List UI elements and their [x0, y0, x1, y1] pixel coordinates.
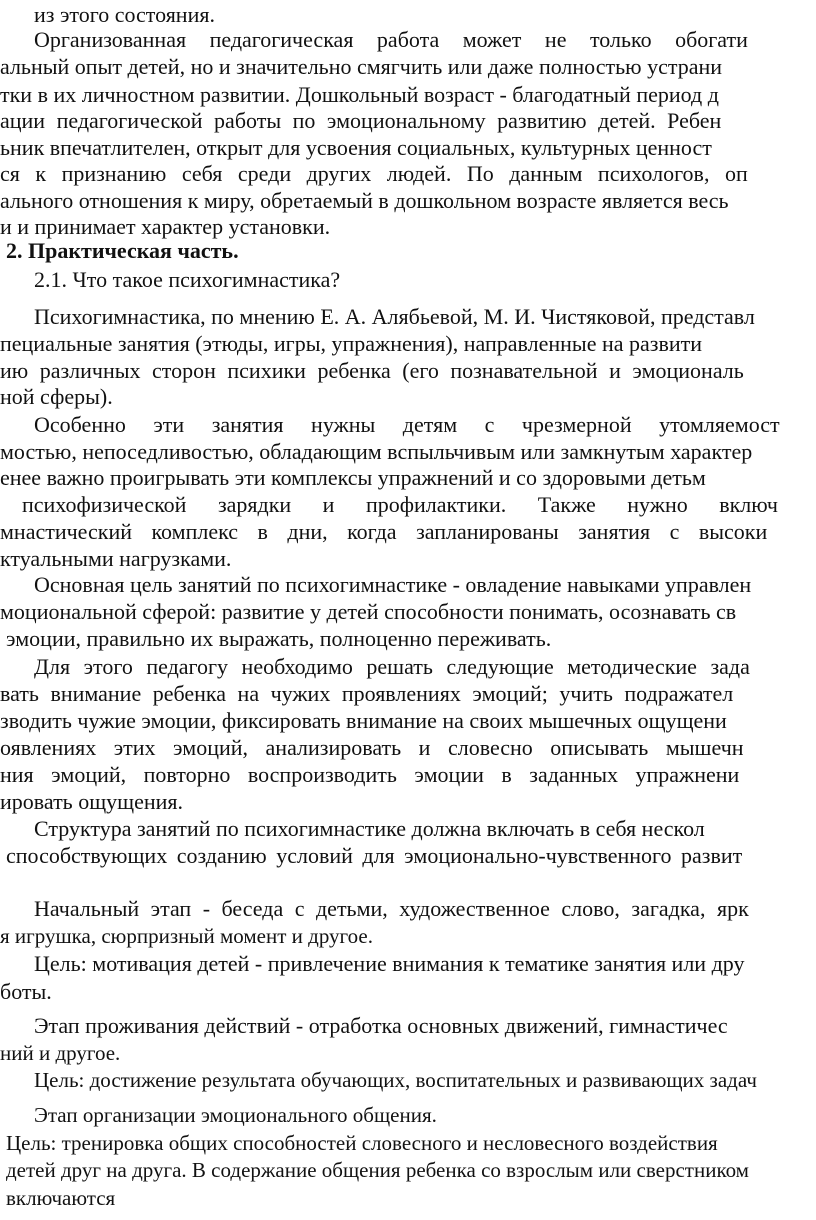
text-line: вать внимание ребенка на чужих проявлениях эмоций; учить подражател — [0, 681, 734, 706]
text-line: мостью, непоседливостью, обладающим вспыльчивым или замкнутым характер — [0, 439, 753, 464]
text-line: Структура занятий по психогимнастике должна включать в себя нескол — [34, 816, 705, 841]
text-line: боты. — [0, 979, 52, 1004]
text-line: моциональной сферой: развитие у детей способности понимать, осознавать св — [0, 599, 737, 624]
text-line: Начальный этап - беседа с детьми, художественное слово, загадка, ярк — [34, 896, 749, 921]
text-line: зводить чужие эмоции, фиксировать внимание на своих мышечных ощущени — [0, 708, 727, 733]
text-line: Цель: мотивация детей - привлечение внимания к тематике занятия или дру — [34, 951, 745, 976]
text-line: ию различных сторон психики ребенка (его познавательной и эмоциональ — [0, 358, 744, 383]
text-line: Этап организации эмоционального общения. — [34, 1103, 437, 1127]
text-line: ний и другое. — [0, 1041, 121, 1065]
text-line: и и принимает характер установки. — [0, 214, 331, 239]
text-line: эмоции, правильно их выражать, полноценно переживать. — [6, 626, 552, 651]
subsection-heading: 2.1. Что такое психогимнастика? — [34, 267, 341, 292]
text-line: пециальные занятия (этюды, игры, упражнения), направленные на развити — [0, 331, 703, 356]
text-line: ального отношения к миру, обретаемый в дошкольном возрасте является весь — [0, 188, 729, 213]
text-line: Этап проживания действий - отработка основных движений, гимнастичес — [34, 1013, 728, 1038]
text-line: Организованная педагогическая работа может не только обогати — [34, 27, 748, 52]
text-line: ктуальными нагрузками. — [0, 546, 232, 571]
text-line: ной сферы). — [0, 384, 113, 409]
text-line: ния эмоций, повторно воспроизводить эмоции в заданных упражнени — [0, 762, 740, 787]
text-line: енее важно проигрывать эти комплексы упражнений и со здоровыми детьм — [0, 465, 706, 490]
text-line: тки в их личностном развитии. Дошкольный возраст - благодатный период д — [0, 82, 719, 107]
text-line: Цель: достижение результата обучающих, воспитательных и развивающих задач — [34, 1068, 757, 1092]
text-line: оявлениях этих эмоций, анализировать и словесно описывать мышечн — [0, 735, 744, 760]
text-line: альный опыт детей, но и значительно смягчить или даже полностью устрани — [0, 54, 723, 79]
section-heading: 2. Практическая часть. — [6, 238, 239, 263]
text-line: включаются — [6, 1186, 116, 1210]
text-line: ся к признанию себя среди других людей. По данным психологов, оп — [0, 161, 748, 186]
text-line: я игрушка, сюрпризный момент и другое. — [0, 924, 373, 948]
text-line: ации педагогической работы по эмоциональному развитию детей. Ребен — [0, 108, 722, 133]
text-line: мнастический комплекс в дни, когда запланированы занятия с высоки — [0, 519, 768, 544]
text-line: Основная цель занятий по психогимнастике - овладение навыками управлен — [34, 572, 752, 597]
text-line: Особенно эти занятия нужны детям с чрезмерной утомляемост — [34, 412, 780, 437]
text-line: ировать ощущения. — [0, 789, 184, 814]
text-line: Цель: тренировка общих способностей словесного и несловесного воздействия — [6, 1131, 718, 1155]
text-line: детей друг на друга. В содержание общения ребенка со взрослым или сверстником — [6, 1158, 749, 1182]
text-line: психофизической зарядки и профилактики. Также нужно включ — [22, 492, 778, 517]
text-line: способствующих созданию условий для эмоционально-чувственного развит — [6, 843, 743, 868]
text-line: ьник впечатлителен, открыт для усвоения социальных, культурных ценност — [0, 135, 712, 160]
text-line: из этого состояния. — [34, 2, 215, 27]
text-line: Психогимнастика, по мнению Е. А. Алябьевой, М. И. Чистяковой, представл — [34, 304, 755, 329]
text-line: Для этого педагогу необходимо решать следующие методические зада — [34, 654, 750, 679]
